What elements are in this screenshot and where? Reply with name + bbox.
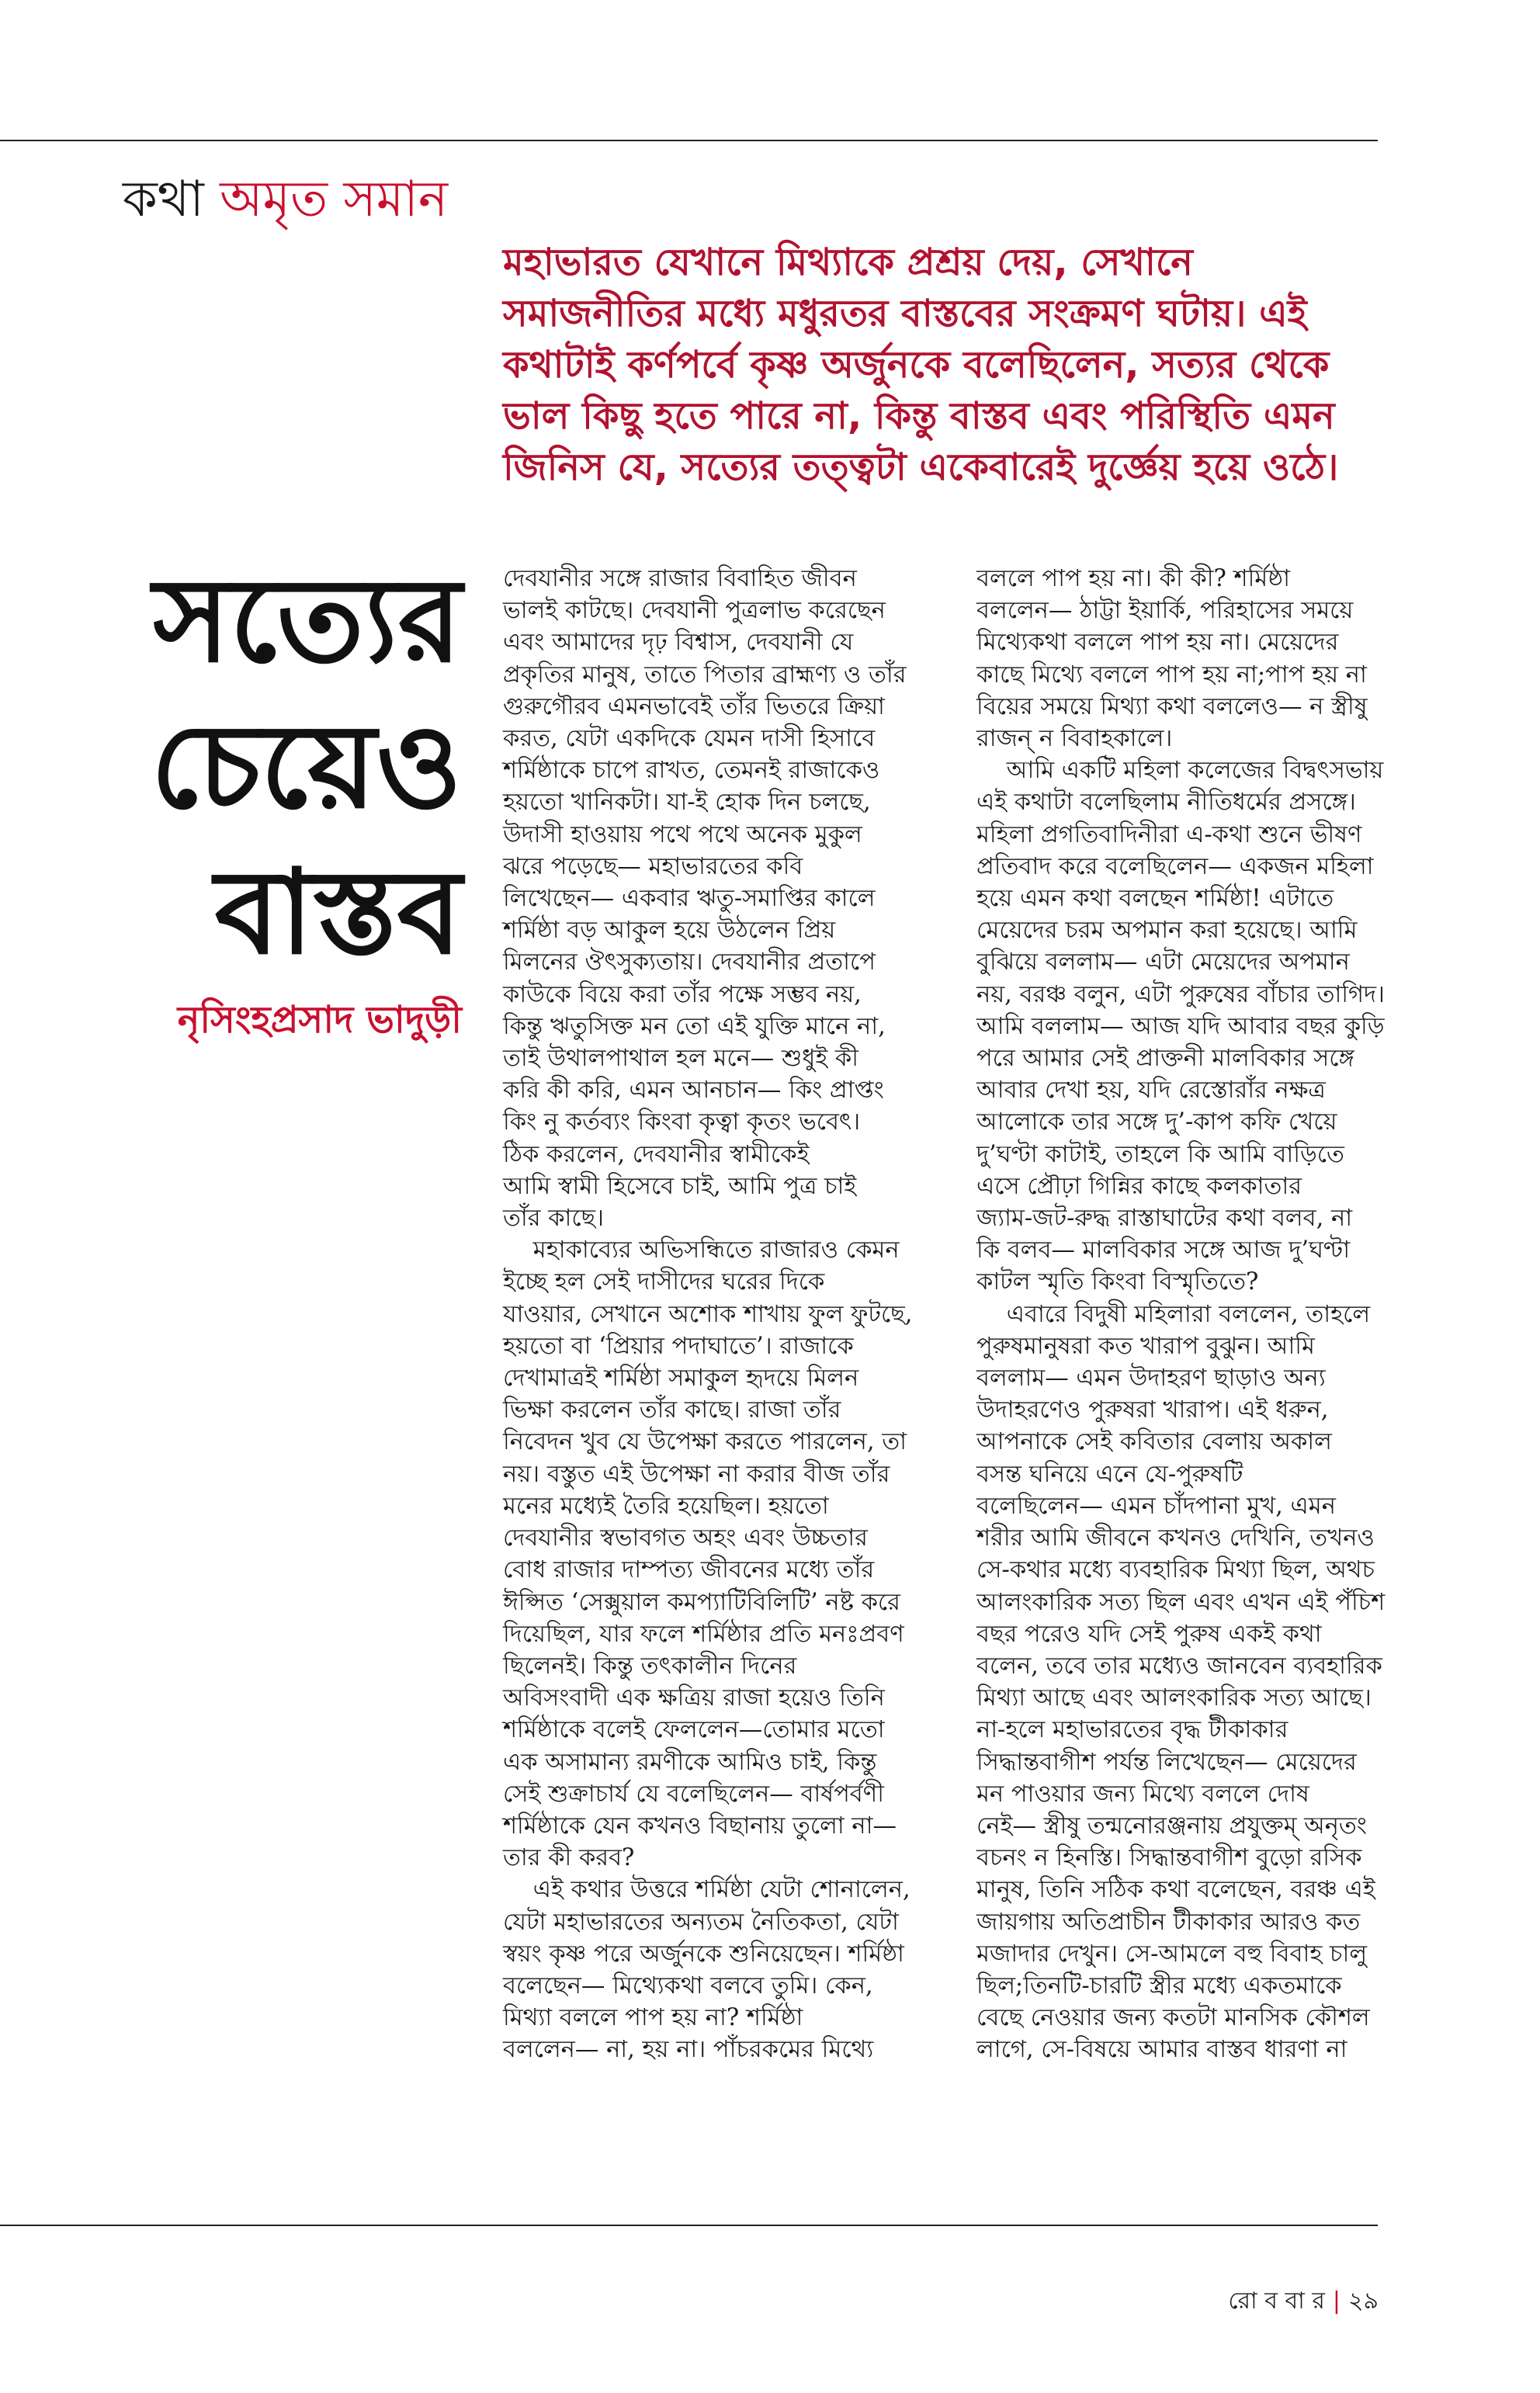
- article-title: [116, 547, 462, 985]
- body-line: পরে আমার সেই প্রাক্তনী মালবিকার সঙ্গে: [976, 1045, 1354, 1073]
- body-line: মেয়েদের চরম অপমান করা হয়েছে। আমি: [976, 917, 1358, 945]
- lede-line: ভাল কিছু হতে পারে না, কিন্তু বাস্তব এবং পরিস্থিতি এমন: [503, 394, 1335, 438]
- body-line: মিথ্যা বললে পাপ হয় না? শর্মিষ্ঠা: [503, 2004, 803, 2032]
- body-line: যেটা মহাভারতের অন্যতম নৈতিকতা, যেটা: [503, 1908, 899, 1936]
- body-line: দু’ঘণ্টা কাটাই, তাহলে কি আমি বাড়িতে: [976, 1140, 1344, 1168]
- body-line: বললেন— না, হয় না। পাঁচরকমের মিথ্যে: [503, 2036, 874, 2064]
- body-line: জায়গায় অতিপ্রাচীন টীকাকার আরও কত: [976, 1908, 1361, 1936]
- folio-separator: |: [1332, 2287, 1341, 2315]
- body-line: বললে পাপ হয় না। কী কী? শর্মিষ্ঠা: [976, 565, 1290, 592]
- body-line: মানুষ, তিনি সঠিক কথা বলেছেন, বরঞ্চ এই: [976, 1876, 1375, 1904]
- body-line: দেখামাত্রই শর্মিষ্ঠা সমাকুল হৃদয়ে মিলন: [503, 1365, 859, 1392]
- body-line: বলেছেন— মিথ্যেকথা বলবে তুমি। কেন,: [503, 1972, 873, 1999]
- body-line: ভিক্ষা করলেন তাঁর কাছে। রাজা তাঁর: [503, 1396, 841, 1424]
- body-line: আপনাকে সেই কবিতার বেলায় অকাল: [976, 1428, 1332, 1456]
- body-column-2: [976, 563, 1386, 2066]
- body-line: শর্মিষ্ঠা বড় আকুল হয়ে উঠলেন প্রিয়: [503, 917, 836, 945]
- magazine-name: রো ব বা র: [1228, 2287, 1325, 2315]
- body-line: কাটল স্মৃতি কিংবা বিস্মৃতিতে?: [976, 1268, 1259, 1296]
- body-line: কিং নু কর্তব্যং কিংবা কৃত্বা কৃতং ভবেৎ।: [503, 1108, 861, 1136]
- body-column-1: [503, 563, 938, 2066]
- author-byline: নৃসিংহপ্রসাদ ভাদুড়ী: [177, 998, 462, 1042]
- body-line: বিয়ের সময়ে মিথ্যা কথা বললেও— ন স্ত্রীষু: [976, 692, 1368, 720]
- body-line: না-হলে মহাভারতের বৃদ্ধ টীকাকার: [976, 1716, 1289, 1744]
- body-line: এসে প্রৌঢ়া গিন্নির কাছে কলকাতার: [976, 1172, 1302, 1200]
- body-line: উদাসী হাওয়ায় পথে পথে অনেক মুকুল: [503, 820, 862, 848]
- title-line: চেয়েও: [151, 698, 462, 834]
- body-line: কিন্তু ঋতুসিক্ত মন তো এই যুক্তি মানে না,: [503, 1012, 886, 1040]
- body-line: যাওয়ার, সেখানে অশোক শাখায় ফুল ফুটছে,: [503, 1300, 913, 1328]
- body-line: করত, যেটা একদিকে যেমন দাসী হিসাবে: [503, 725, 876, 753]
- body-line: দেবযানীর সঙ্গে রাজার বিবাহিত জীবন: [503, 565, 857, 592]
- body-line: বচনং ন হিনস্তি। সিদ্ধান্তবাগীশ বুড়ো রসিক: [976, 1844, 1362, 1872]
- body-line: মিলনের ঔৎসুক্যতায়। দেবযানীর প্রতাপে: [503, 949, 876, 976]
- body-line: তাই উথালপাথাল হল মনে— শুধুই কী: [503, 1045, 858, 1073]
- body-line: মিথ্যা আছে এবং আলংকারিক সত্য আছে।: [976, 1684, 1372, 1712]
- body-line: বললাম— এমন উদাহরণ ছাড়াও অন্য: [976, 1365, 1326, 1392]
- body-line: হয়তো খানিকটা। যা-ই হোক দিন চলছে,: [503, 789, 871, 817]
- body-line: উদাহরণেও পুরুষরা খারাপ। এই ধরুন,: [976, 1396, 1329, 1424]
- body-line: পুরুষমানুষরা কত খারাপ বুঝুন। আমি: [976, 1332, 1315, 1360]
- body-line: বসন্ত ঘনিয়ে এনে যে-পুরুষটি: [976, 1460, 1243, 1488]
- body-line: তাঁর কাছে।: [503, 1205, 605, 1233]
- body-line: বলেছিলেন— এমন চাঁদপানা মুখ, এমন: [976, 1492, 1336, 1520]
- body-line: সে-কথার মধ্যে ব্যবহারিক মিথ্যা ছিল, অথচ: [976, 1556, 1375, 1584]
- lede-line: মহাভারত যেখানে মিথ্যাকে প্রশ্রয় দেয়, সেখানে: [503, 241, 1193, 284]
- body-line: এক অসামান্য রমণীকে আমিও চাই, কিন্তু: [503, 1748, 877, 1776]
- lede-standfirst: [503, 237, 1372, 493]
- body-line: মহিলা প্রগতিবাদিনীরা এ-কথা শুনে ভীষণ: [976, 820, 1362, 848]
- body-line: বললেন— ঠাট্টা ইয়ার্কি, পরিহাসের সময়ে: [976, 597, 1354, 625]
- body-line: দিয়েছিল, যার ফলে শর্মিষ্ঠার প্রতি মনঃপ্রবণ: [503, 1620, 904, 1648]
- body-line: প্রতিবাদ করে বলেছিলেন— একজন মহিলা: [976, 852, 1374, 880]
- bottom-rule: [0, 2225, 1378, 2226]
- body-line: হয়ে এমন কথা বলছেন শর্মিষ্ঠা! এটাতে: [976, 885, 1334, 913]
- body-line: করি কী করি, এমন আনচান— কিং প্রাপ্তং: [503, 1077, 884, 1105]
- body-line: নেই— স্ত্রীষু তন্মনোরঞ্জনায় প্রযুক্তম্‌ অনৃতং: [976, 1812, 1367, 1840]
- kicker-word-1: কথা: [123, 171, 204, 228]
- body-line: অবিসংবাদী এক ক্ষত্রিয় রাজা হয়েও তিনি: [503, 1684, 885, 1712]
- body-line: এবারে বিদুষী মহিলারা বললেন, তাহলে: [976, 1300, 1371, 1328]
- body-line: কি বলব— মালবিকার সঙ্গে আজ দু’ঘণ্টা: [976, 1236, 1351, 1264]
- body-line: ইচ্ছে হল সেই দাসীদের ঘরের দিকে: [503, 1268, 825, 1296]
- body-line: স্বয়ং কৃষ্ণ পরে অর্জুনকে শুনিয়েছেন। শর্মিষ্ঠা: [503, 1940, 904, 1968]
- body-line: রাজন্‌ ন বিবাহকালে।: [976, 725, 1173, 753]
- title-line: বাস্তব: [214, 844, 462, 980]
- body-line: শর্মিষ্ঠাকে চাপে রাখত, তেমনই রাজাকেও: [503, 757, 880, 785]
- title-line: সত্যের: [153, 552, 462, 688]
- body-line: শর্মিষ্ঠাকে বলেই ফেললেন—তোমার মতো: [503, 1716, 885, 1744]
- body-line: ঝরে পড়েছে— মহাভারতের কবি: [503, 852, 803, 880]
- body-line: কাউকে বিয়ে করা তাঁর পক্ষে সম্ভব নয়,: [503, 980, 862, 1008]
- body-line: এই কথার উত্তরে শর্মিষ্ঠা যেটা শোনালেন,: [503, 1876, 910, 1904]
- body-line: শর্মিষ্ঠাকে যেন কখনও বিছানায় তুলো না—: [503, 1812, 897, 1840]
- page-folio: [1228, 2282, 1379, 2322]
- body-line: লিখেছেন— একবার ঋতু-সমাপ্তির কালে: [503, 885, 876, 913]
- body-line: আবার দেখা হয়, যদি রেস্তোরাঁর নক্ষত্র: [976, 1077, 1326, 1105]
- body-line: তার কী করব?: [503, 1844, 635, 1872]
- lede-line: জিনিস যে, সত্যের তত্ত্বটা একেবারেই দুর্জ্ঞেয় হয়ে ওঠে।: [503, 446, 1339, 489]
- lede-line: কথাটাই কর্ণপর্বে কৃষ্ণ অর্জুনকে বলেছিলেন, সত্যর থেকে: [503, 343, 1330, 387]
- body-line: প্রকৃতির মানুষ, তাতে পিতার ব্রাহ্মণ্য ও তাঁর: [503, 661, 907, 688]
- kicker-word-2: অমৃত সমান: [220, 171, 449, 228]
- body-line: মহাকাব্যের অভিসন্ধিতে রাজারও কেমন: [503, 1236, 900, 1264]
- body-line: বলেন, তবে তার মধ্যেও জানবেন ব্যবহারিক: [976, 1652, 1382, 1680]
- body-line: জ্যাম-জট-রুদ্ধ রাস্তাঘাটের কথা বলব, না: [976, 1205, 1353, 1233]
- body-line: গুরুগৌরব এমনভাবেই তাঁর ভিতরে ক্রিয়া: [503, 692, 885, 720]
- body-line: নয়। বস্তুত এই উপেক্ষা না করার বীজ তাঁর: [503, 1460, 890, 1488]
- body-line: মজাদার দেখুন। সে-আমলে বহু বিবাহ চালু: [976, 1940, 1368, 1968]
- body-line: বেছে নেওয়ার জন্য কতটা মানসিক কৌশল: [976, 2004, 1370, 2032]
- body-line: বোধ রাজার দাম্পত্য জীবনের মধ্যে তাঁর: [503, 1556, 875, 1584]
- section-kicker: [123, 161, 448, 245]
- body-line: দেবযানীর স্বভাবগত অহং এবং উচ্চতার: [503, 1524, 868, 1552]
- body-line: আলংকারিক সত্য ছিল এবং এখন এই পঁচিশ: [976, 1588, 1386, 1616]
- body-line: এবং আমাদের দৃঢ় বিশ্বাস, দেবযানী যে: [503, 629, 854, 657]
- body-line: ছিলেনই। কিন্তু তৎকালীন দিনের: [503, 1652, 797, 1680]
- body-line: কাছে মিথ্যে বললে পাপ হয় না;পাপ হয় না: [976, 661, 1367, 688]
- body-line: ঠিক করলেন, দেবযানীর স্বামীকেই: [503, 1140, 810, 1168]
- body-line: মিথ্যেকথা বললে পাপ হয় না। মেয়েদের: [976, 629, 1339, 657]
- body-line: ঈপ্সিত ‘সেক্সুয়াল কমপ্যাটিবিলিটি’ নষ্ট করে: [503, 1588, 900, 1616]
- body-line: শরীর আমি জীবনে কখনও দেখিনি, তখনও: [976, 1524, 1375, 1552]
- lede-line: সমাজনীতির মধ্যে মধুরতর বাস্তবের সংক্রমণ ঘটায়। এই: [503, 292, 1307, 335]
- body-line: ছিল;তিনটি-চারটি স্ত্রীর মধ্যে একতমাকে: [976, 1972, 1342, 1999]
- top-rule: [0, 140, 1378, 141]
- body-line: নয়, বরঞ্চ বলুন, এটা পুরুষের বাঁচার তাগিদ।: [976, 980, 1385, 1008]
- body-line: মন পাওয়ার জন্য মিথ্যে বললে দোষ: [976, 1780, 1309, 1808]
- body-line: নিবেদন খুব যে উপেক্ষা করতে পারলেন, তা: [503, 1428, 907, 1456]
- body-line: হয়তো বা ‘প্রিয়ার পদাঘাতে’। রাজাকে: [503, 1332, 854, 1360]
- body-line: আলোকে তার সঙ্গে দু’-কাপ কফি খেয়ে: [976, 1108, 1337, 1136]
- body-line: আমি স্বামী হিসেবে চাই, আমি পুত্র চাই: [503, 1172, 857, 1200]
- body-line: সেই শুক্রাচার্য যে বলেছিলেন— বার্ষপর্বণী: [503, 1780, 884, 1808]
- body-line: সিদ্ধান্তবাগীশ পর্যন্ত লিখেছেন— মেয়েদের: [976, 1748, 1357, 1776]
- body-line: এই কথাটা বলেছিলাম নীতিধর্মের প্রসঙ্গে।: [976, 789, 1356, 817]
- page-number: ২৯: [1348, 2287, 1379, 2315]
- body-line: আমি একটি মহিলা কলেজের বিদ্বৎসভায়: [976, 757, 1384, 785]
- body-line: লাগে, সে-বিষয়ে আমার বাস্তব ধারণা না: [976, 2036, 1348, 2064]
- body-line: ভালই কাটছে। দেবযানী পুত্রলাভ করেছেন: [503, 597, 886, 625]
- body-line: বুঝিয়ে বললাম— এটা মেয়েদের অপমান: [976, 949, 1350, 976]
- body-line: মনের মধ্যেই তৈরি হয়েছিল। হয়তো: [503, 1492, 829, 1520]
- body-line: বছর পরেও যদি সেই পুরুষ একই কথা: [976, 1620, 1322, 1648]
- body-line: আমি বললাম— আজ যদি আবার বছর কুড়ি: [976, 1012, 1385, 1040]
